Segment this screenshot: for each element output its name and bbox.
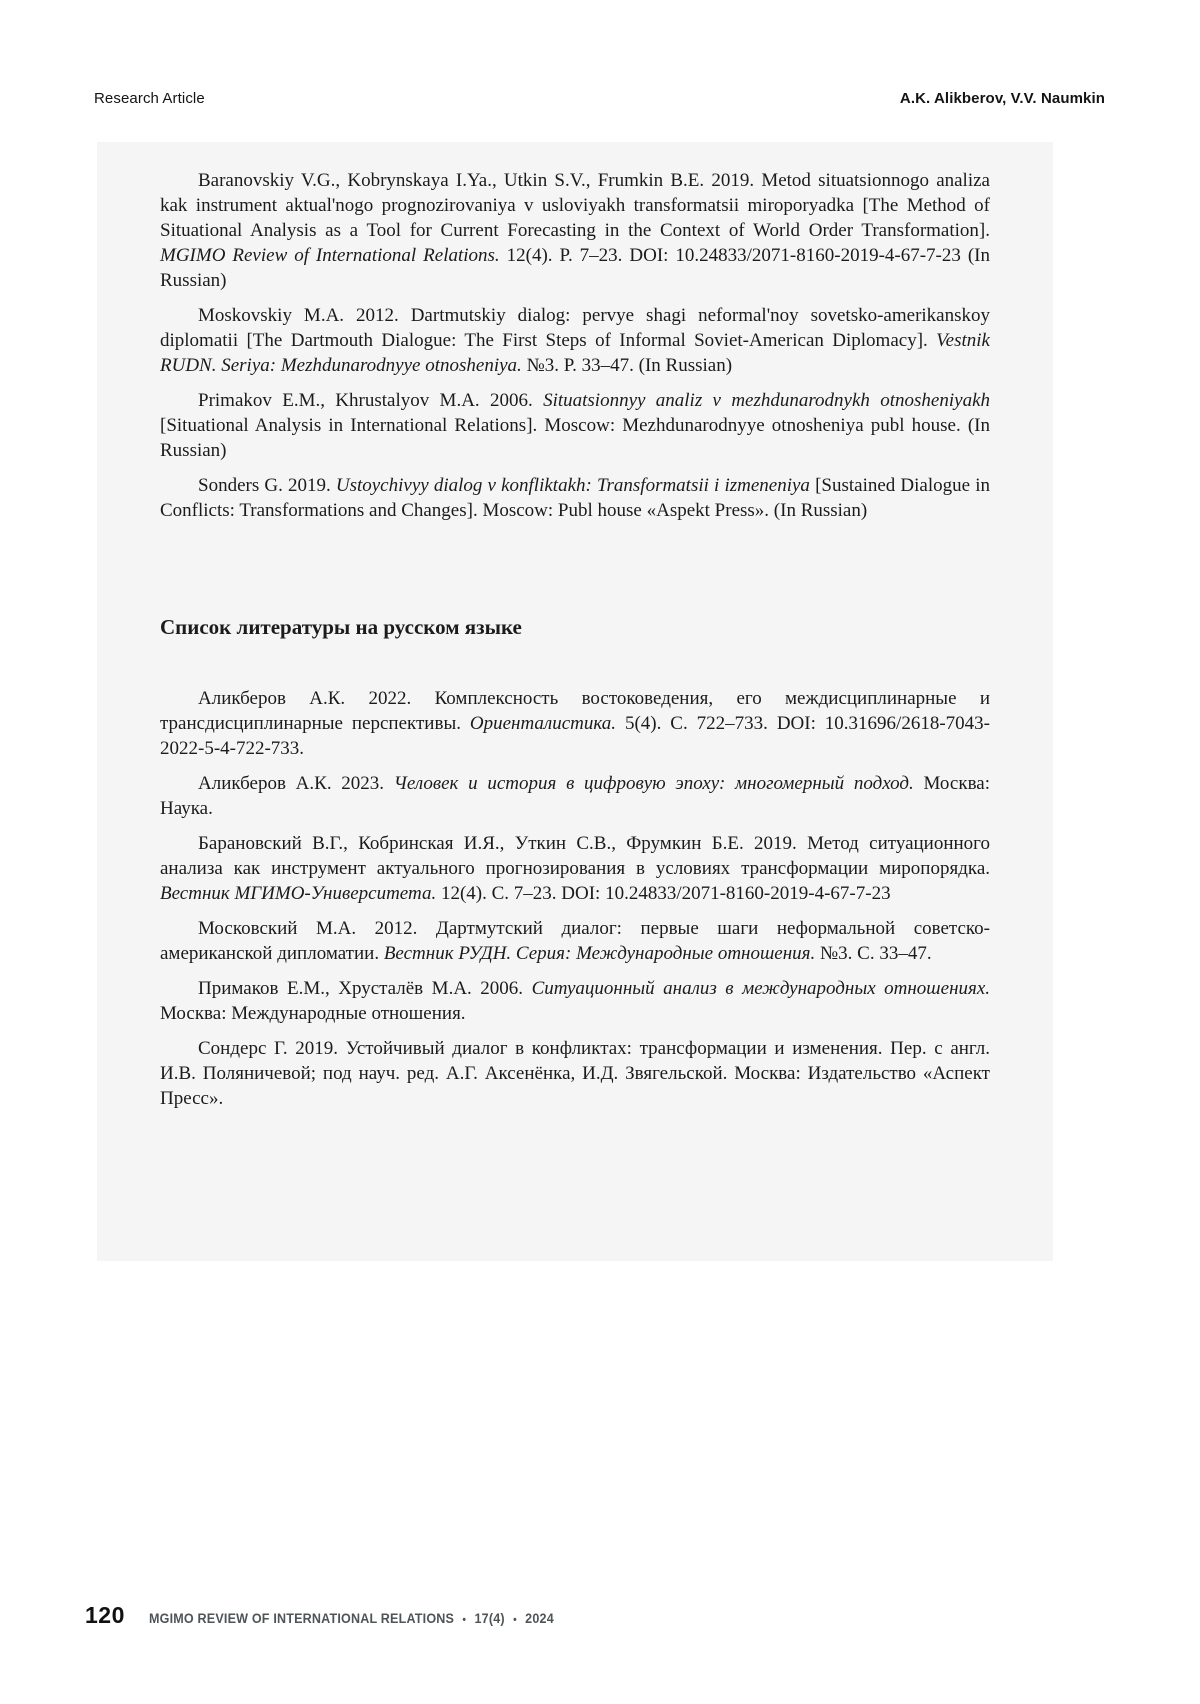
reference-item: Московский М.А. 2012. Дартмутский диалог: первые шаги неформальной советско-американской дипломатии. Вестник РУДН. Серия: Международные отношения. №3. С. 33–47.	[160, 918, 990, 964]
references-panel	[97, 142, 1053, 1261]
footer-separator-dot: •	[462, 1614, 467, 1626]
journal-footer-line	[149, 1611, 554, 1626]
running-head	[94, 90, 1105, 107]
reference-item: Baranovskiy V.G., Kobrynskaya I.Ya., Utkin S.V., Frumkin B.E. 2019. Metod situatsionnogo analiza kak instrument aktual'nogo prognozirovaniya v usloviyakh transformatsii miroporyadka [The Method of Situational Analysis as a Tool for Current Forecasting in the Context of World Order Transformation]. MGIMO Review of International Relations. 12(4). P. 7–23. DOI: 10.24833/2071-8160-2019-4-67-7-23 (In Russian)	[160, 170, 990, 291]
journal-issue: 17(4)	[474, 1611, 505, 1626]
references-latin-list	[160, 168, 990, 523]
article-type-label: Research Article	[94, 90, 205, 107]
reference-item: Аликберов А.К. 2022. Комплексность востоковедения, его междисциплинарные и трансдисциплинарные перспективы. Ориенталистика. 5(4). С. 722–733. DOI: 10.31696/2618-7043-2022-5-4-722-733.	[160, 688, 990, 759]
reference-item: Аликберов А.К. 2023. Человек и история в цифровую эпоху: многомерный подход. Москва: Наука.	[160, 773, 990, 819]
reference-item: Сондерс Г. 2019. Устойчивый диалог в конфликтах: трансформации и изменения. Пер. с англ. И.В. Поляничевой; под науч. ред. А.Г. Аксенёнка, И.Д. Звягельской. Москва: Издательство «Аспект Пресс».	[160, 1038, 990, 1109]
authors-label: A.K. Alikberov, V.V. Naumkin	[899, 90, 1105, 107]
russian-references-heading: Список литературы на русском языке	[160, 615, 522, 639]
reference-item: Sonders G. 2019. Ustoychivyy dialog v konfliktakh: Transformatsii i izmeneniya [Sustained Dialogue in Conflicts: Transformations and Changes]. Moscow: Publ house «Aspekt Press». (In Russian)	[160, 475, 990, 521]
reference-item: Primakov E.M., Khrustalyov M.A. 2006. Situatsionnyy analiz v mezhdunarodnykh otnosheniyakh [Situational Analysis in International Relations]. Moscow: Mezhdunarodnyye otnosheniya publ house. (In Russian)	[160, 390, 990, 461]
reference-item: Примаков Е.М., Хрусталёв М.А. 2006. Ситуационный анализ в международных отношениях. Москва: Международные отношения.	[160, 978, 991, 1024]
page-number: 120	[85, 1602, 125, 1628]
footer-separator-dot: •	[512, 1614, 517, 1626]
page-footer	[85, 1602, 584, 1629]
reference-item: Moskovskiy M.A. 2012. Dartmutskiy dialog: pervye shagi neformal'noy sovetsko-amerikanskoy diplomatii [The Dartmouth Dialogue: The First Steps of Informal Soviet-American Diplomacy]. Vestnik RUDN. Seriya: Mezhdunarodnyye otnosheniya. №3. P. 33–47. (In Russian)	[160, 305, 990, 376]
journal-year: 2024	[525, 1611, 554, 1626]
journal-title: MGIMO REVIEW OF INTERNATIONAL RELATIONS	[148, 1611, 454, 1626]
references-russian-list	[160, 686, 990, 1111]
reference-item: Барановский В.Г., Кобринская И.Я., Уткин С.В., Фрумкин Б.Е. 2019. Метод ситуационного анализа как инструмент актуального прогнозирования в условиях трансформации миропорядка. Вестник МГИМО-Университета. 12(4). С. 7–23. DOI: 10.24833/2071-8160-2019-4-67-7-23	[160, 833, 990, 904]
